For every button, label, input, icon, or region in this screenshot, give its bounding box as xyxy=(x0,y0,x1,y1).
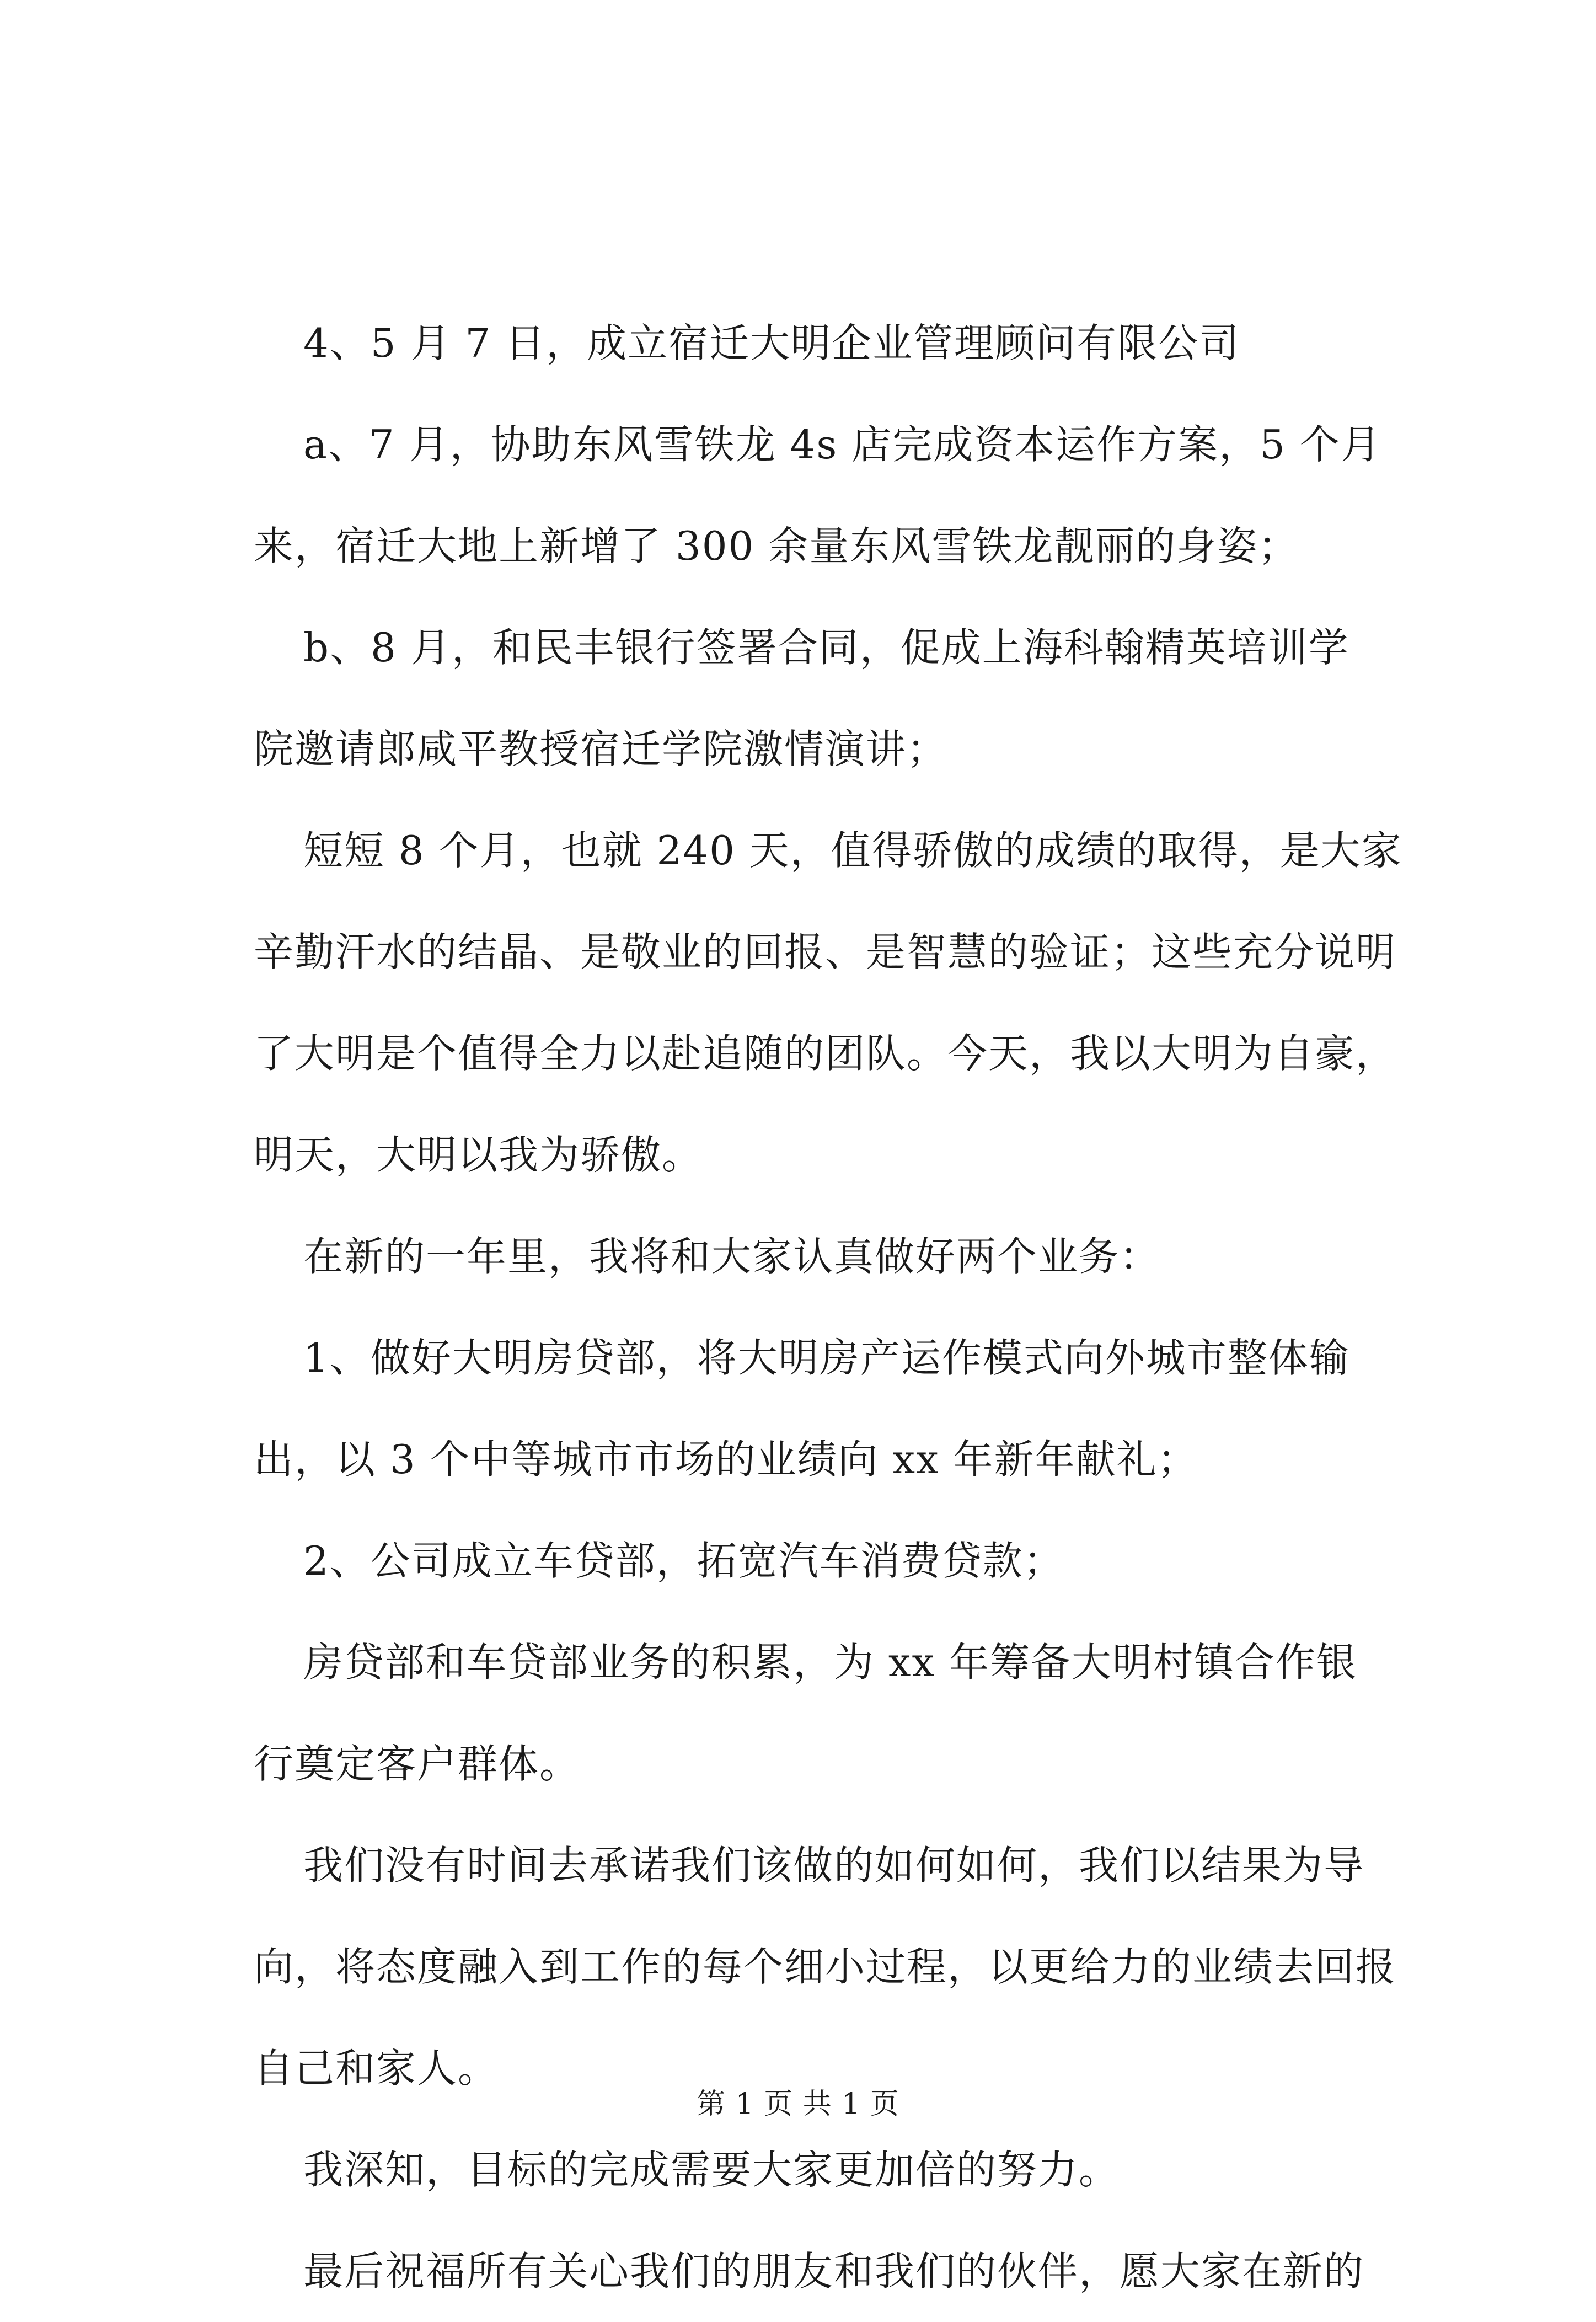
text-line: 1、做好大明房贷部，将大明房产运作模式向外城市整体输 xyxy=(303,1335,1350,1381)
text-line: 来，宿迁大地上新增了 300 余量东风雪铁龙靓丽的身姿； xyxy=(254,523,1299,569)
text-line: a、7 月，协助东风雪铁龙 4s 店完成资本运作方案，5 个月 xyxy=(303,421,1381,468)
text-line: 向，将态度融入到工作的每个细小过程，以更给力的业绩去回报 xyxy=(254,1944,1397,1990)
text-line: 在新的一年里，我将和大家认真做好两个业务： xyxy=(303,1233,1161,1280)
document-body xyxy=(254,292,1402,2322)
text-line: 我们没有时间去承诺我们该做的如何如何，我们以结果为导 xyxy=(303,1842,1365,1888)
text-line: 短短 8 个月，也就 240 天，值得骄傲的成绩的取得，是大家 xyxy=(303,827,1402,874)
text-line: 我深知，目标的完成需要大家更加倍的努力。 xyxy=(303,2147,1120,2193)
text-line: 4、5 月 7 日，成立宿迁大明企业管理顾问有限公司 xyxy=(303,320,1240,366)
text-line: 明天，大明以我为骄傲。 xyxy=(254,1132,703,1178)
page-number-label: 第 1 页 共 1 页 xyxy=(697,2088,899,2121)
text-line: 2、公司成立车贷部，拓宽汽车消费贷款； xyxy=(303,1538,1064,1584)
page-footer xyxy=(0,2088,1596,2121)
text-line: 行奠定客户群体。 xyxy=(254,1741,581,1787)
text-line: 最后祝福所有关心我们的朋友和我们的伙伴，愿大家在新的 xyxy=(303,2248,1365,2294)
text-line: 自己和家人。 xyxy=(254,2045,499,2091)
text-line: 房贷部和车贷部业务的积累，为 xx 年筹备大明村镇合作银 xyxy=(303,1639,1357,1686)
text-line: 辛勤汗水的结晶、是敬业的回报、是智慧的验证；这些充分说明 xyxy=(254,929,1397,975)
text-line: 出，以 3 个中等城市市场的业绩向 xx 年新年献礼； xyxy=(254,1436,1198,1483)
text-line: b、8 月，和民丰银行签署合同，促成上海科翰精英培训学 xyxy=(303,624,1349,671)
text-line: 院邀请郎咸平教授宿迁学院激情演讲； xyxy=(254,726,948,772)
text-line: 了大明是个值得全力以赴追随的团队。今天，我以大明为自豪， xyxy=(254,1030,1397,1077)
